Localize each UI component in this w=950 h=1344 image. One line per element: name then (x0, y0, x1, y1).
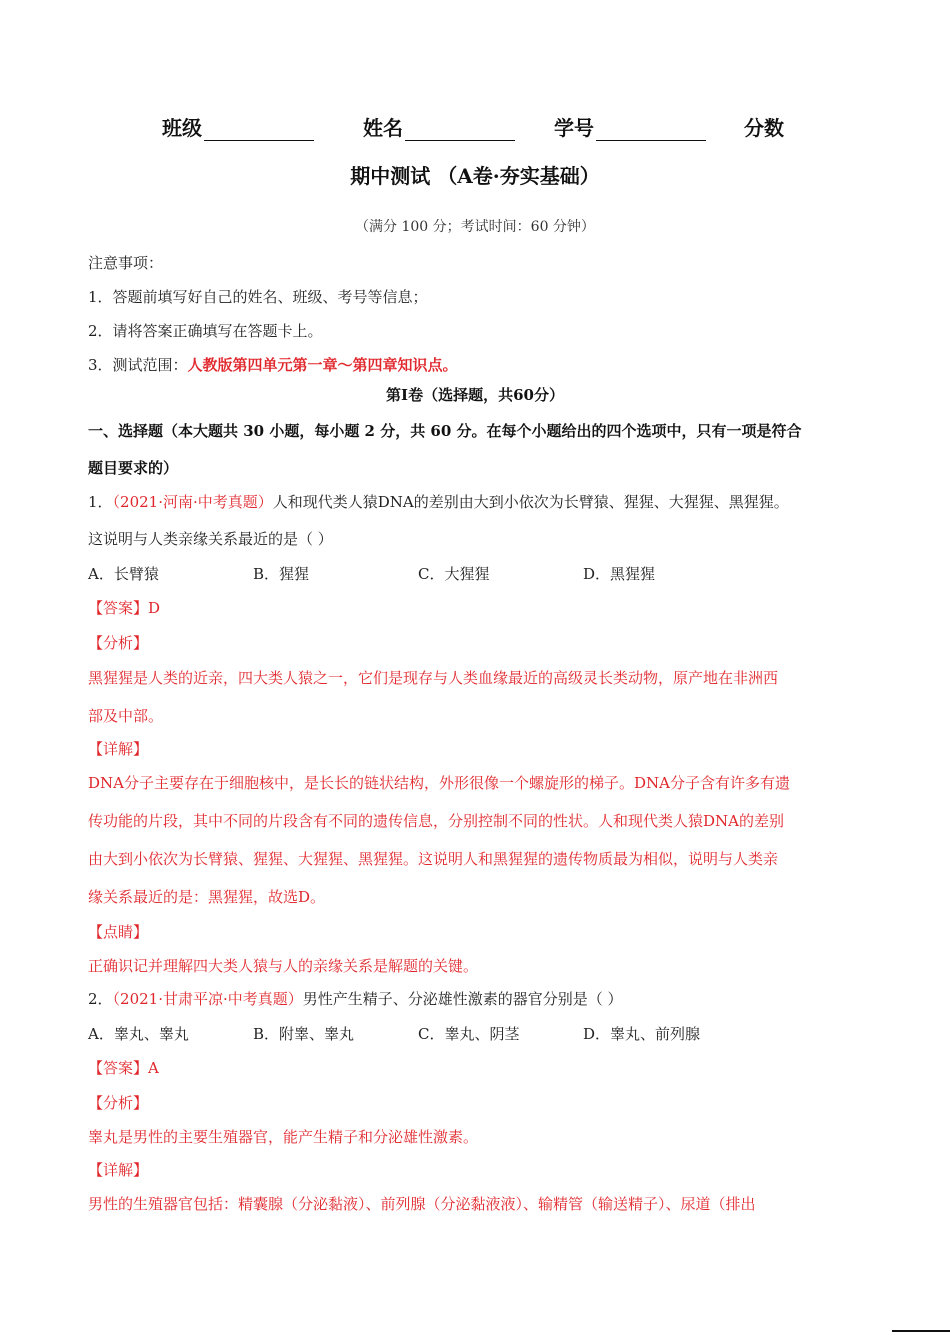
question-1-option-b[interactable]: B．猩猩 (253, 565, 310, 583)
score-label: 分数 (744, 116, 784, 140)
question-1-detail-line: 由大到小依次为长臂猿、猩猩、大猩猩、黑猩猩。这说明人和黑猩猩的遗传物质最为相似，说明与人类亲 (88, 850, 779, 868)
notes-heading: 注意事项： (88, 254, 164, 272)
note-item-1: 1．答题前填写好自己的姓名、班级、考号等信息； (88, 288, 428, 306)
name-field[interactable] (363, 112, 515, 141)
question-1-option-d[interactable]: D．黑猩猩 (583, 565, 656, 583)
question-2-source: （2021·甘肃平凉·中考真题） (112, 990, 303, 1008)
question-2-option-b[interactable]: B．附睾、睾丸 (253, 1025, 355, 1043)
class-blank[interactable] (204, 120, 314, 141)
question-2-detail-line: 男性的生殖器官包括：精囊腺（分泌黏液）、前列腺（分泌黏液液）、输精管（输送精子）、尿道（排出 (88, 1195, 756, 1213)
student-number-label: 学号 (554, 116, 594, 140)
question-1-source: （2021·河南·中考真题） (112, 493, 273, 511)
question-1-analysis-label: 【分析】 (88, 634, 149, 652)
question-2-text: 男性产生精子、分泌雄性激素的器官分别是（ ） (302, 990, 623, 1008)
name-label: 姓名 (363, 116, 403, 140)
student-number-blank[interactable] (596, 120, 706, 141)
student-number-field[interactable] (554, 112, 706, 141)
question-1-answer: 【答案】D (88, 599, 161, 617)
test-scope: 人教版第四单元第一章～第四章知识点。 (187, 356, 458, 374)
question-1-text: 人和现代类人猿DNA的差别由大到小依次为长臂猿、猩猩、大猩猩、黑猩猩。 (272, 493, 789, 511)
question-2-option-a[interactable]: A．睾丸、睾丸 (88, 1025, 189, 1043)
note-item-2: 2．请将答案正确填写在答题卡上。 (88, 322, 323, 340)
question-2-number: 2． (88, 990, 113, 1008)
question-1-detail-line: DNA分子主要存在于细胞核中，是长长的链状结构，外形很像一个螺旋形的梯子。DNA分子含有许多有遗 (88, 774, 790, 792)
exam-subtitle: （满分 100 分；考试时间：60 分钟） (355, 219, 595, 235)
question-2-stem (88, 988, 623, 1009)
question-1-detail-line: 传功能的片段，其中不同的片段含有不同的遗传信息，分别控制不同的性状。人和现代类人猿DNA的差别 (88, 812, 784, 830)
note-item-3 (88, 354, 458, 375)
name-blank[interactable] (405, 120, 515, 141)
question-1-option-c[interactable]: C．大猩猩 (418, 565, 490, 583)
question-1-option-a[interactable]: A．长臂猿 (88, 565, 159, 583)
question-1-stem-line-2: 这说明与人类亲缘关系最近的是（ ） (88, 530, 333, 548)
question-1-analysis-line: 部及中部。 (88, 707, 164, 725)
question-2-analysis-label: 【分析】 (88, 1094, 149, 1112)
question-1-analysis-line: 黑猩猩是人类的近亲，四大类人猿之一，它们是现存与人类血缘最近的高级灵长类动物，原产地在非洲西 (88, 669, 779, 687)
question-2-option-c[interactable]: C．睾丸、阴茎 (418, 1025, 520, 1043)
question-2-answer: 【答案】A (88, 1059, 159, 1077)
question-2-analysis-line: 睾丸是男性的主要生殖器官，能产生精子和分泌雄性激素。 (88, 1128, 479, 1146)
question-1-point-line: 正确识记并理解四大类人猿与人的亲缘关系是解题的关键。 (88, 957, 479, 975)
question-1-point-label: 【点睛】 (88, 923, 149, 941)
page-title: 期中测试 （A卷·夯实基础） (350, 164, 600, 188)
class-label: 班级 (162, 116, 202, 140)
class-field[interactable] (162, 112, 314, 141)
question-1-number: 1． (88, 493, 113, 511)
score-field (744, 112, 784, 141)
question-2-detail-label: 【详解】 (88, 1161, 149, 1179)
question-1-detail-label: 【详解】 (88, 740, 149, 758)
section-title: 第I卷（选择题，共60分） (386, 386, 564, 404)
note-item-3-label: 3．测试范围： (88, 356, 188, 374)
question-1-detail-line: 缘关系最近的是：黑猩猩，故选D。 (88, 888, 326, 906)
section-intro-line-2: 题目要求的） (88, 459, 179, 477)
question-1-stem (88, 491, 789, 512)
question-2-option-d[interactable]: D．睾丸、前列腺 (583, 1025, 701, 1043)
page-corner-mark (892, 1330, 950, 1332)
section-intro-line-1: 一、选择题（本大题共 30 小题，每小题 2 分，共 60 分。在每个小题给出的四个选项中，只有一项是符合 (88, 422, 802, 440)
